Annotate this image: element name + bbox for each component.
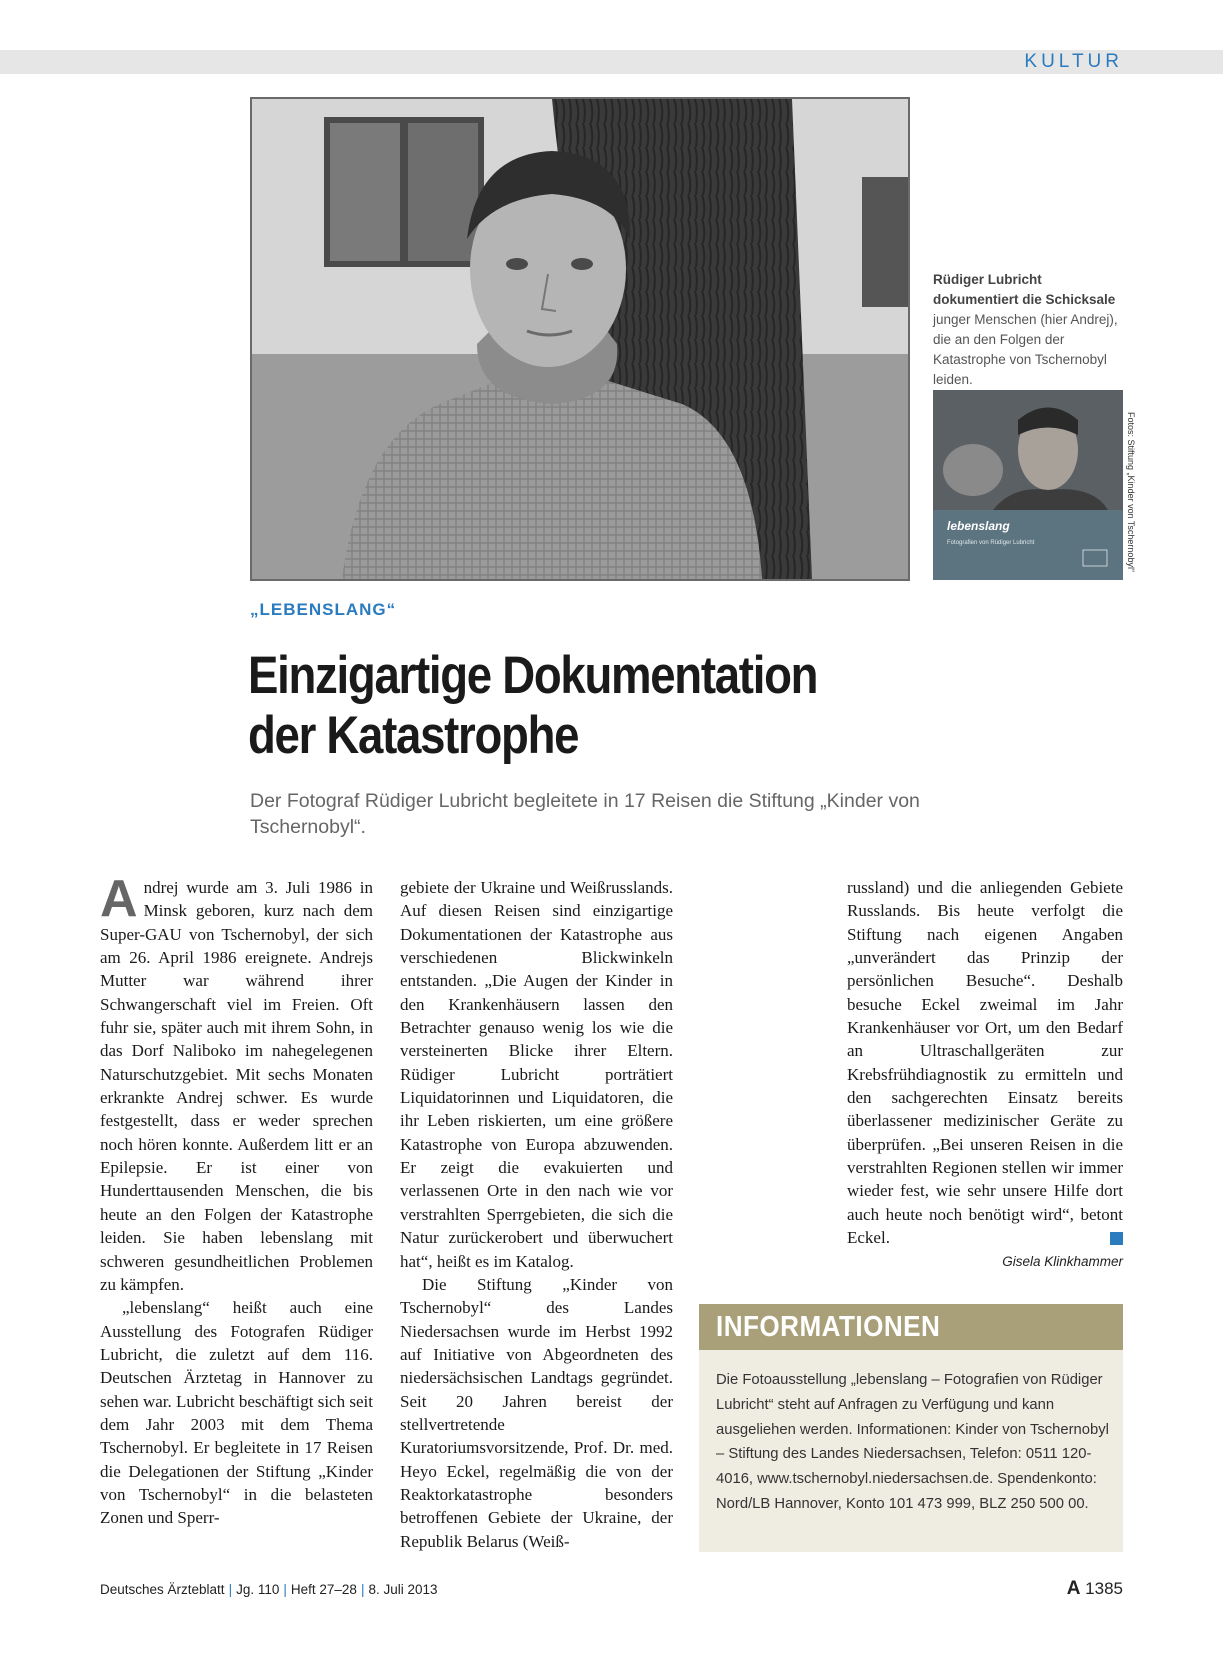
footer [100,1582,438,1597]
cover-title: lebenslang [947,519,1010,533]
photo-caption [933,270,1128,390]
section-label: KULTUR [1024,51,1123,72]
publication-name: Deutsches Ärzteblatt [100,1582,225,1597]
paragraph [100,870,373,1296]
caption-lead: Rüdiger Lubricht dokumentiert die Schicksale [933,272,1116,307]
book-cover-photo [933,390,1123,580]
page-prefix: A [1066,1578,1081,1599]
book-cover-illustration [933,390,1123,580]
kicker: „LEBENSLANG“ [250,600,397,619]
caption-text: junger Menschen (hier Andrej), die an den Folgen der Katastrophe von Tschernobyl leiden. [933,312,1118,387]
article-column-2 [400,876,673,1553]
subtitle: Der Fotograf Rüdiger Lubricht begleitete in 17 Reisen die Stiftung „Kinder von Tschernobyl“. [250,790,920,838]
page-number-value: 1385 [1085,1579,1123,1598]
cover-subtitle: Fotografien von Rüdiger Lubricht [947,540,1035,546]
dropcap: A [100,870,138,928]
info-box-title: INFORMATIONEN [716,1311,941,1343]
paragraph: Die Stiftung „Kinder von Tschernobyl“ des Landes Niedersachsen wurde im Herbst 1992 auf Initiative von Abgeordneten des niedersächsischen Landtags gegründet. Seit 20 Jahren bereist der stellvertretende Kuratoriumsvorsitzende, Prof. Dr. med. Heyo Eckel, regelmäßig die von der Reaktorkatastrophe besonders betroffenen Gebiete der Ukraine, der Republik Belarus (Weiß- [400,1274,673,1551]
portrait-illustration [252,99,908,579]
footer-separator: | [360,1582,365,1597]
page-number [1067,1578,1123,1600]
main-photo [250,97,910,581]
end-mark-icon [1110,1232,1123,1245]
paragraph-text: russland) und die anliegenden Gebiete Russlands. Bis heute verfolgt die Stiftung nach eigenen Angaben „unverändert das Prinzip der persönlichen Besuche“. Deshalb besuche Eckel zweimal im Jahr Krankenhäuser vor Ort, um den Bedarf an Ultraschallgeräten zur Krebsfrühdiagnostik zu ermitteln und den sachgerechten Einsatz bereits überlassener medizinischer Geräte zu überprüfen. „Bei unseren Reisen in die verstrahlten Regionen stellen wir immer wieder fest, wie sehr unsere Hilfe dort auch heute noch benötigt wird“, betont Eckel. [847,878,1123,1248]
author-name: Gisela Klinkhammer [1002,1254,1123,1269]
headline: Einzigartige Dokumentation der Katastrophe [248,646,818,765]
info-box-text: Die Fotoausstellung „lebenslang – Fotografien von Rüdiger Lubricht“ steht auf Anfragen zu Verfügung und kann ausgeliehen werden. Informationen: Kinder von Tschernobyl – Stiftung des Landes Niedersachsen, Telefon: 0511 120-4016, www.tschernobyl.niedersachsen.de. Spendenkonto: Nord/LB Hannover, Konto 101 473 999, BLZ 250 500 00. [716,1372,1109,1512]
issue: Heft 27–28 [290,1582,357,1597]
footer-separator: | [283,1582,287,1597]
volume: Jg. 110 [236,1582,280,1597]
date: 8. Juli 2013 [368,1582,438,1597]
photo-credit: Fotos: Stiftung „Kinder von Tschernobyl“ [1126,412,1136,572]
paragraph: „lebenslang“ heißt auch eine Ausstellung des Fotografen Rüdiger Lubricht, die zuletzt auf dem 116. Deutschen Ärztetag in Hannover zu sehen war. Lubricht beschäftigt sich seit dem Jahr 2003 mit dem Thema Tschernobyl. Er begleitete in 17 Reisen die Delegationen der Stiftung „Kinder von Tschernobyl“ in die belasteten Zonen und Sperr- [100,1298,373,1528]
article-column-1 [100,870,373,1530]
article-column-3 [847,876,1123,1250]
paragraph [847,876,1123,1250]
paragraph: gebiete der Ukraine und Weißrusslands. Auf diesen Reisen sind einzigartige Dokumentationen der Katastrophe aus verschiedenen Blickwinkeln entstanden. „Die Augen der Kinder in den Krankenhäusern lassen den Betrachter genauso wenig los wie die versteinerten Blicke ihrer Eltern. Rüdiger Lubricht porträtiert Liquidatorinnen und Liquidatoren, die ihr Leben riskierten, um eine größere Katastrophe von Europa abzuwenden. Er zeigt die evakuierten und verlassenen Orte in den nach wie vor verstrahlten Sperrgebieten, die sich die Natur zurückerobert und überwuchert hat“, heißt es im Katalog. [400,878,673,1271]
paragraph-text: ndrej wurde am 3. Juli 1986 in Minsk geboren, kurz nach dem Super-GAU von Tschernobyl, der sich am 26. April 1986 ereignete. Andrejs Mutter war während ihrer Schwangerschaft viel im Freien. Oft fuhr sie, später auch mit ihrem Sohn, in das Dorf Naliboko im nahegelegenen Naturschutzgebiet. Mit sechs Monaten erkrankte Andrej schwer. Es wurde festgestellt, dass er weder sprechen noch hören konnte. Außerdem litt er an Epilepsie. Er ist einer von Hunderttausenden Menschen, die bis heute an den Folgen der Katastrophe leiden. Sie haben lebenslang mit schweren gesundheitlichen Problemen zu kämpfen. [100,878,373,1294]
footer-separator: | [228,1582,233,1597]
